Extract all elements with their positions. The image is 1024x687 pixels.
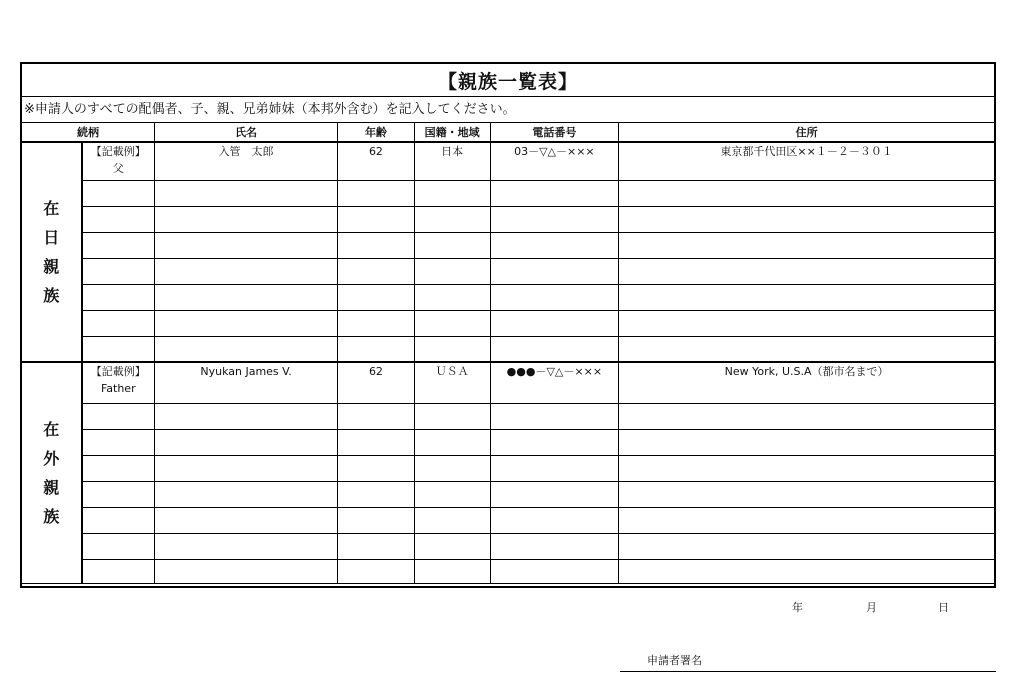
nationality-cell[interactable] <box>414 284 490 310</box>
header-address: 住所 <box>619 123 994 142</box>
nationality-cell[interactable] <box>414 507 490 533</box>
header-age: 年齢 <box>338 123 415 142</box>
nationality-cell[interactable] <box>414 481 490 507</box>
example-address[interactable]: New York, U.S.A（都市名まで） <box>619 362 994 403</box>
phone-cell[interactable] <box>490 180 619 206</box>
table-row <box>22 533 994 559</box>
name-cell[interactable] <box>154 206 337 232</box>
table-row <box>22 258 994 284</box>
phone-cell[interactable] <box>490 284 619 310</box>
nationality-cell[interactable] <box>414 403 490 429</box>
age-cell[interactable] <box>338 481 415 507</box>
relatives-table <box>22 123 994 584</box>
relation-cell[interactable] <box>82 455 155 481</box>
date-day-label: 日 <box>938 601 949 614</box>
phone-cell[interactable] <box>490 455 619 481</box>
example-relation: Father <box>100 382 136 395</box>
phone-cell[interactable] <box>490 533 619 559</box>
relation-cell[interactable] <box>82 429 155 455</box>
relation-cell[interactable] <box>82 403 155 429</box>
name-cell[interactable] <box>154 336 337 362</box>
address-cell[interactable] <box>619 455 994 481</box>
address-cell[interactable] <box>619 284 994 310</box>
table-row <box>22 362 994 403</box>
nationality-cell[interactable] <box>414 310 490 336</box>
name-cell[interactable] <box>154 507 337 533</box>
name-cell[interactable] <box>154 403 337 429</box>
name-cell[interactable] <box>154 232 337 258</box>
age-cell[interactable] <box>338 310 415 336</box>
relation-cell[interactable] <box>82 180 155 206</box>
relation-cell[interactable] <box>82 284 155 310</box>
example-address[interactable]: 東京都千代田区××１－２－３０１ <box>619 142 994 180</box>
signature-label: 申請者署名 <box>647 654 702 667</box>
example-relation-cell[interactable] <box>82 362 155 403</box>
header-name: 氏名 <box>154 123 337 142</box>
nationality-cell[interactable] <box>414 232 490 258</box>
table-row <box>22 403 994 429</box>
name-cell[interactable] <box>154 533 337 559</box>
nationality-cell[interactable] <box>414 336 490 362</box>
table-row <box>22 429 994 455</box>
name-cell[interactable] <box>154 310 337 336</box>
relation-cell[interactable] <box>82 310 155 336</box>
example-phone[interactable]: ●●●－▽△－××× <box>490 362 619 403</box>
table-row <box>22 310 994 336</box>
age-cell[interactable] <box>338 232 415 258</box>
phone-cell[interactable] <box>490 310 619 336</box>
relation-cell[interactable] <box>82 507 155 533</box>
example-age[interactable]: 62 <box>338 362 415 403</box>
group-label-overseas: 在 外 親 族 <box>22 362 82 583</box>
family-list-form <box>20 62 996 588</box>
age-cell[interactable] <box>338 284 415 310</box>
example-relation-cell[interactable] <box>82 142 155 180</box>
age-cell[interactable] <box>338 206 415 232</box>
example-label: 【記載例】 <box>90 365 146 378</box>
phone-cell[interactable] <box>490 481 619 507</box>
nationality-cell[interactable] <box>414 206 490 232</box>
age-cell[interactable] <box>338 507 415 533</box>
age-cell[interactable] <box>338 429 415 455</box>
relation-cell[interactable] <box>82 533 155 559</box>
phone-cell[interactable] <box>490 336 619 362</box>
name-cell[interactable] <box>154 258 337 284</box>
header-phone: 電話番号 <box>490 123 619 142</box>
table-row <box>22 455 994 481</box>
name-cell[interactable] <box>154 180 337 206</box>
relation-cell[interactable] <box>82 481 155 507</box>
phone-cell[interactable] <box>490 559 619 583</box>
nationality-cell[interactable] <box>414 258 490 284</box>
age-cell[interactable] <box>338 258 415 284</box>
address-cell[interactable] <box>619 533 994 559</box>
relation-cell[interactable] <box>82 258 155 284</box>
table-row <box>22 507 994 533</box>
example-nationality[interactable]: 日本 <box>414 142 490 180</box>
date-month-label: 月 <box>866 601 877 614</box>
relation-cell[interactable] <box>82 336 155 362</box>
relation-cell[interactable] <box>82 559 155 583</box>
address-cell[interactable] <box>619 258 994 284</box>
example-relation: 父 <box>112 162 124 175</box>
phone-cell[interactable] <box>490 403 619 429</box>
example-name[interactable]: Nyukan James V. <box>154 362 337 403</box>
table-row <box>22 206 994 232</box>
relation-cell[interactable] <box>82 206 155 232</box>
table-row <box>22 559 994 583</box>
age-cell[interactable] <box>338 403 415 429</box>
relation-cell[interactable] <box>82 232 155 258</box>
age-cell[interactable] <box>338 455 415 481</box>
age-cell[interactable] <box>338 180 415 206</box>
nationality-cell[interactable] <box>414 533 490 559</box>
address-cell[interactable] <box>619 481 994 507</box>
phone-cell[interactable] <box>490 206 619 232</box>
name-cell[interactable] <box>154 284 337 310</box>
name-cell[interactable] <box>154 559 337 583</box>
example-phone[interactable]: 03－▽△－××× <box>490 142 619 180</box>
address-cell[interactable] <box>619 559 994 583</box>
address-cell[interactable] <box>619 310 994 336</box>
nationality-cell[interactable] <box>414 455 490 481</box>
name-cell[interactable] <box>154 455 337 481</box>
table-header-row <box>22 123 994 142</box>
name-cell[interactable] <box>154 429 337 455</box>
address-cell[interactable] <box>619 206 994 232</box>
age-cell[interactable] <box>338 559 415 583</box>
address-cell[interactable] <box>619 429 994 455</box>
address-cell[interactable] <box>619 507 994 533</box>
table-row <box>22 180 994 206</box>
date-year-label: 年 <box>792 601 803 614</box>
address-cell[interactable] <box>619 232 994 258</box>
header-relation: 続柄 <box>22 123 154 142</box>
header-nationality: 国籍・地域 <box>414 123 490 142</box>
address-cell[interactable] <box>619 180 994 206</box>
table-row <box>22 481 994 507</box>
address-cell[interactable] <box>619 403 994 429</box>
nationality-cell[interactable] <box>414 559 490 583</box>
address-cell[interactable] <box>619 336 994 362</box>
name-cell[interactable] <box>154 481 337 507</box>
table-row <box>22 142 994 180</box>
phone-cell[interactable] <box>490 232 619 258</box>
example-name[interactable]: 入管 太郎 <box>154 142 337 180</box>
example-nationality[interactable]: ＵＳＡ <box>414 362 490 403</box>
age-cell[interactable] <box>338 336 415 362</box>
table-row <box>22 336 994 362</box>
phone-cell[interactable] <box>490 429 619 455</box>
nationality-cell[interactable] <box>414 429 490 455</box>
age-cell[interactable] <box>338 533 415 559</box>
instruction-note: ※申請人のすべての配偶者、子、親、兄弟姉妹（本邦外含む）を記入してください。 <box>22 97 994 123</box>
table-row <box>22 232 994 258</box>
example-label: 【記載例】 <box>90 145 146 158</box>
form-title: 【親族一覧表】 <box>22 64 994 97</box>
table-row <box>22 284 994 310</box>
nationality-cell[interactable] <box>414 180 490 206</box>
phone-cell[interactable] <box>490 258 619 284</box>
signature-line[interactable] <box>620 671 996 672</box>
example-age[interactable]: 62 <box>338 142 415 180</box>
group-label-domestic: 在 日 親 族 <box>22 142 82 362</box>
phone-cell[interactable] <box>490 507 619 533</box>
